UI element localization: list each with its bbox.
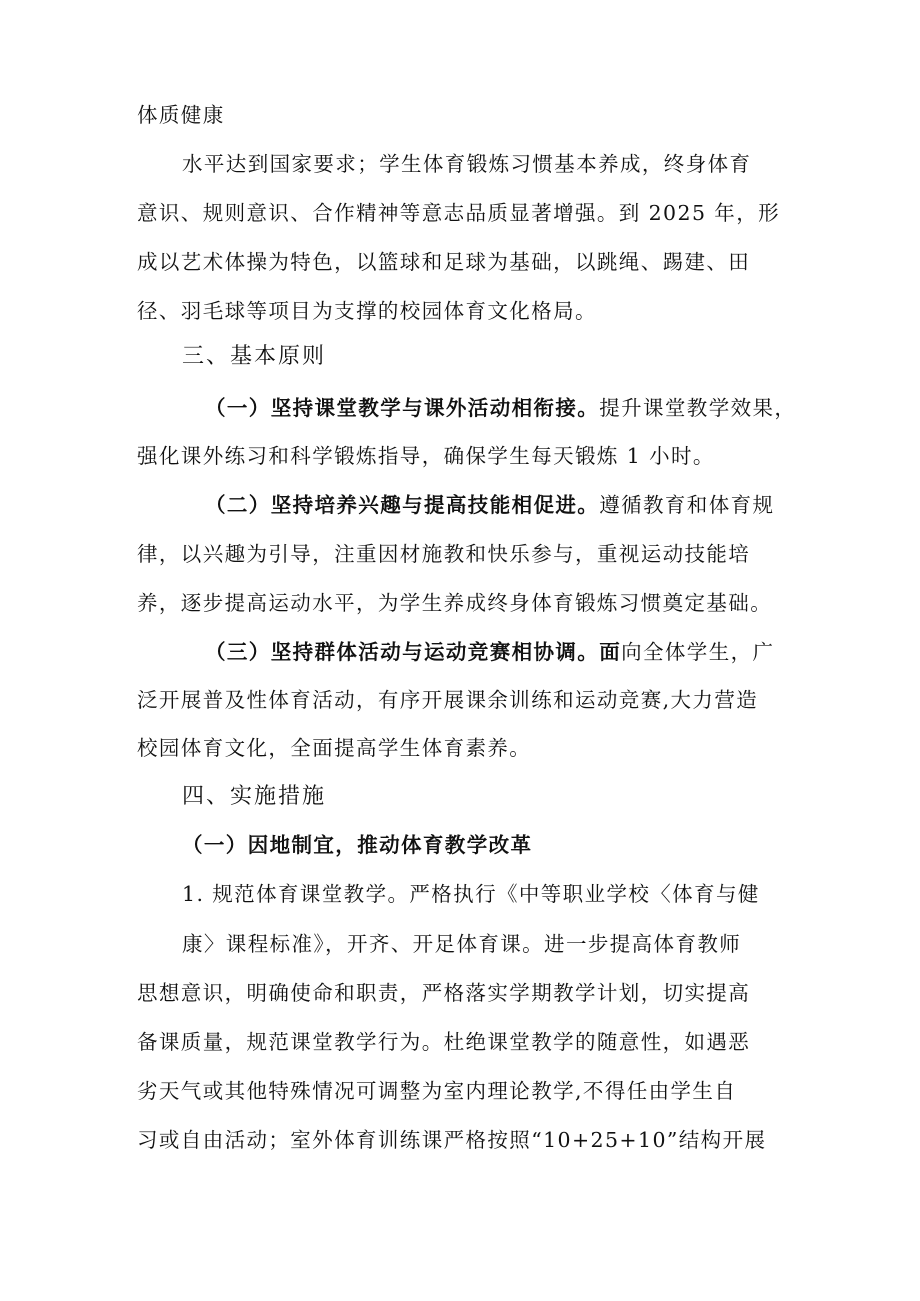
paragraph-line: 习或自由活动；室外体育训练课严格按照“10+25+10”结构开展	[137, 1128, 767, 1152]
principle-2-line-1	[205, 490, 865, 520]
paragraph-line: 水平达到国家要求；学生体育锻炼习惯基本养成，终身体育	[182, 152, 752, 176]
paragraph-line: 意识、规则意识、合作精神等意志品质显著增强。到 2025 年，形	[137, 201, 781, 225]
measure-1-title	[182, 830, 842, 860]
section-heading-measures: 四、实施措施	[182, 784, 327, 809]
paragraph-line: 思想意识，明确使命和职责，严格落实学期教学计划，切实提高	[137, 981, 751, 1005]
paragraph-line: 成以艺术体操为特色，以篮球和足球为基础，以跳绳、踢建、田	[137, 250, 751, 274]
measure-1-title-text: （一）因地制宜，推动体育教学改革	[182, 833, 533, 857]
principle-1-text: 提升课堂教学效果，	[599, 396, 797, 420]
principle-3-title: （三）坚持群体活动与运动竞赛相协调。面	[205, 640, 622, 664]
paragraph-line: 泛开展普及性体育活动，有序开展课余训练和运动竞赛,大力营造	[137, 688, 759, 712]
principle-3-line-1	[205, 637, 865, 667]
section-heading-principles: 三、基本原则	[182, 344, 327, 369]
paragraph-line: 径、羽毛球等项目为支撑的校园体育文化格局。	[137, 299, 597, 323]
paragraph-line: 强化课外练习和科学锻炼指导，确保学生每天锻炼 1 小时。	[137, 444, 715, 468]
paragraph-line: 康〉课程标准》，开齐、开足体育课。进一步提高体育教师	[182, 932, 742, 956]
principle-1-title: （一）坚持课堂教学与课外活动相衔接。	[205, 396, 600, 420]
paragraph-line: 备课质量，规范课堂教学行为。杜绝课堂教学的随意性，如遇恶	[137, 1030, 751, 1054]
principle-2-title: （二）坚持培养兴趣与提高技能相促进。	[205, 493, 600, 517]
principle-3-text: 向全体学生，广	[621, 640, 775, 664]
principle-1-line-1	[205, 393, 865, 423]
paragraph-line: 劣天气或其他特殊情况可调整为室内理论教学,不得任由学生自	[137, 1079, 737, 1103]
paragraph-line: 律，以兴趣为引导，注重因材施教和快乐参与，重视运动技能培	[137, 542, 751, 566]
paragraph-line: 体质健康	[137, 103, 225, 127]
principle-2-text: 遵循教育和体育规	[599, 493, 775, 517]
paragraph-line: 1. 规范体育课堂教学。严格执行《中等职业学校〈体育与健	[182, 882, 760, 906]
paragraph-line: 养，逐步提高运动水平，为学生养成终身体育锻炼习惯奠定基础。	[137, 591, 773, 615]
paragraph-line: 校园体育文化，全面提高学生体育素养。	[137, 736, 532, 760]
